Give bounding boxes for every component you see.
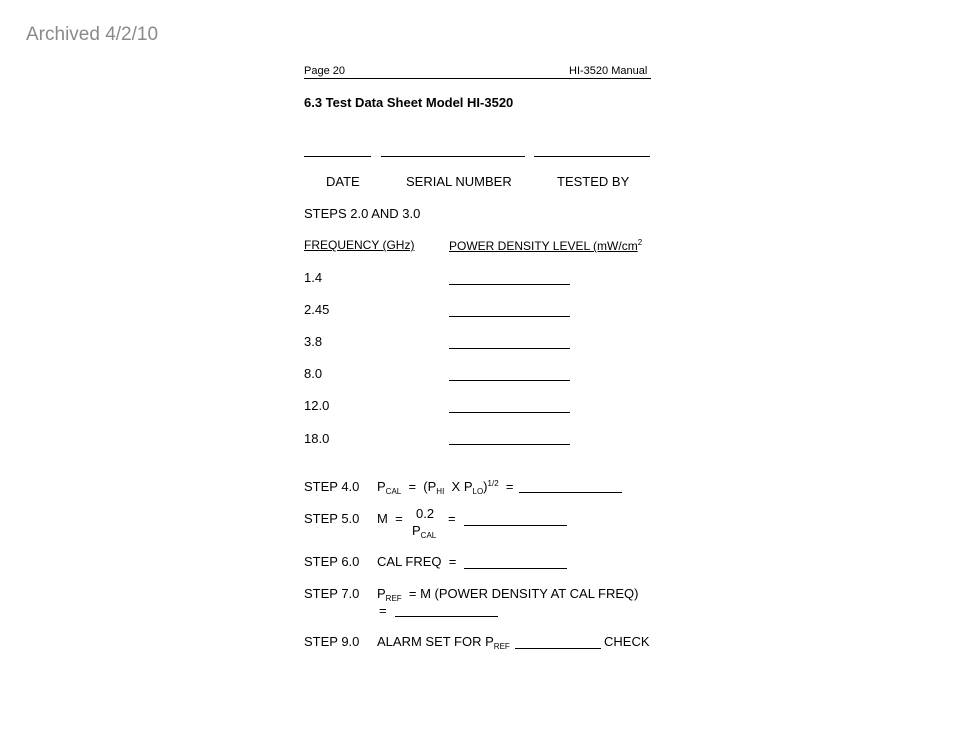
frequency-value: 8.0 (304, 366, 323, 381)
step-5-label: STEP 5.0 (304, 511, 360, 526)
serial-number-line[interactable] (381, 156, 525, 157)
archived-watermark: Archived 4/2/10 (26, 24, 159, 45)
page-number: Page 20 (304, 65, 345, 77)
header-rule (304, 78, 651, 79)
frequency-value: 3.8 (304, 334, 323, 349)
tested-by-label: TESTED BY (557, 174, 630, 189)
step-5-numerator: 0.2 (416, 506, 435, 521)
section-title: 6.3 Test Data Sheet Model HI-3520 (304, 95, 514, 110)
step-5-m: M = (377, 511, 403, 526)
power-density-column-header: POWER DENSITY LEVEL ($mW/cm^2$ (449, 238, 643, 253)
frequency-value: 12.0 (304, 398, 330, 413)
step-5-entry-line[interactable] (464, 525, 567, 526)
power-entry-line[interactable] (449, 284, 570, 285)
step-7-label: STEP 7.0 (304, 586, 360, 601)
step-9-check: CHECK (604, 634, 650, 649)
frequency-value: 18.0 (304, 431, 330, 446)
step-6-text: CAL FREQ = (377, 554, 457, 569)
frequency-value: 2.45 (304, 302, 330, 317)
frequency-value: 1.4 (304, 270, 323, 285)
step-5-equals: = (448, 511, 456, 526)
serial-number-label: SERIAL NUMBER (406, 174, 512, 189)
power-entry-line[interactable] (449, 412, 570, 413)
manual-title: HI-3520 Manual (569, 65, 648, 77)
step-4-formula: $P_{CAL} = (P_{HI}$ X $P_{LO})^{1/2}$ = (377, 479, 514, 496)
frequency-column-header: FREQUENCY (GHz) (304, 238, 415, 252)
steps-label: STEPS 2.0 AND 3.0 (304, 206, 421, 221)
step-4-label: STEP 4.0 (304, 479, 360, 494)
tested-by-line[interactable] (534, 156, 650, 157)
step-9-entry-line[interactable] (515, 648, 601, 649)
power-entry-line[interactable] (449, 380, 570, 381)
step-9-label: STEP 9.0 (304, 634, 360, 649)
step-7-formula: $P_{REF} = M$ (POWER DENSITY AT CAL FREQ) (377, 586, 639, 603)
power-entry-line[interactable] (449, 316, 570, 317)
date-label: DATE (326, 174, 360, 189)
step-7-equals: = (379, 603, 387, 618)
step-4-entry-line[interactable] (519, 492, 622, 493)
power-entry-line[interactable] (449, 444, 570, 445)
step-7-entry-line[interactable] (395, 616, 498, 617)
step-9-text: ALARM SET FOR $P_{REF}$ (377, 634, 510, 651)
step-6-label: STEP 6.0 (304, 554, 360, 569)
date-line[interactable] (304, 156, 371, 157)
power-entry-line[interactable] (449, 348, 570, 349)
step-6-entry-line[interactable] (464, 568, 567, 569)
step-5-denominator: $P_{CAL}$ (412, 523, 437, 540)
